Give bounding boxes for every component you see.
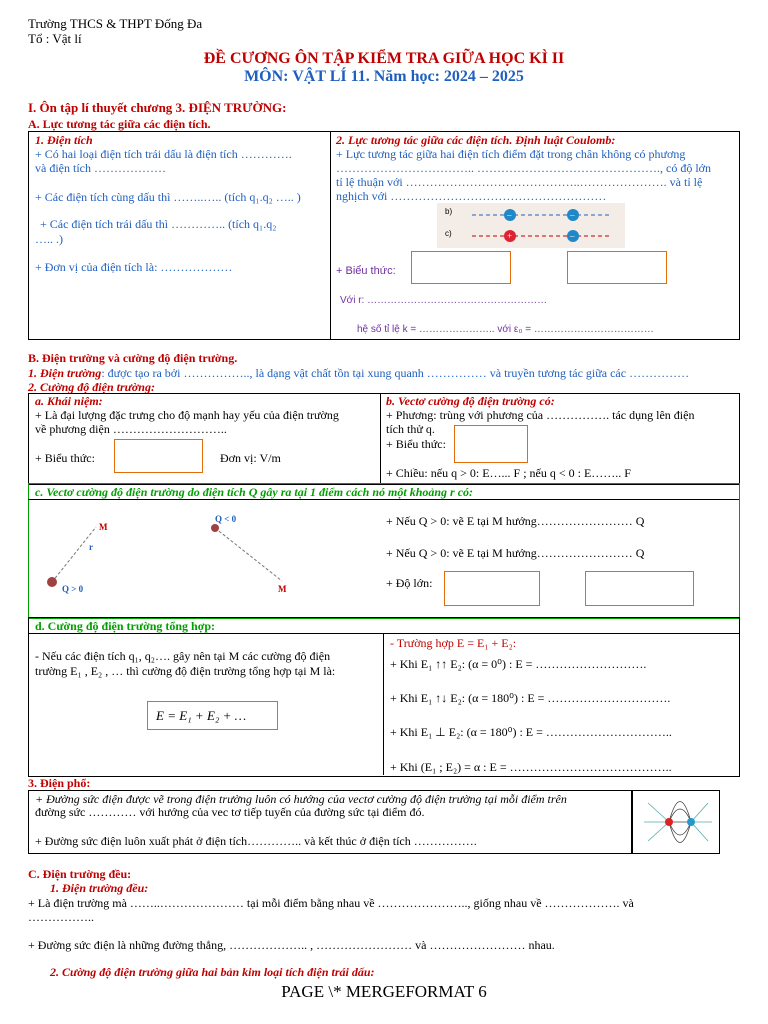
school-name: Trường THCS & THPT Đống Đa	[28, 16, 203, 31]
box2-line1: + Lực tương tác giữa hai điện tích điểm đặt trong chân không có phương	[336, 147, 686, 161]
box1-line4: + Các điện tích trái dấu thì ………….. (tích q₁.q₂	[40, 217, 277, 231]
section-b-heading: B. Điện trường và cường độ điện trường.	[28, 351, 238, 365]
concept-line2: về phương diện ………………………..	[35, 422, 227, 436]
field-strength-heading: 2. Cường độ điện trường:	[28, 380, 155, 394]
box1-line5: ….. .)	[35, 232, 63, 246]
superposition-formula: E = E₁ + E₂ + …	[156, 708, 247, 723]
table-divider	[330, 131, 331, 339]
case-parallel: + Khi E₁ ↑↑ E₂: (α = 0⁰) : E = ……………………….	[390, 657, 647, 671]
field-lines-line3: + Đường sức điện luôn xuất phát ở điện tích………….. và kết thúc ở điện tích …………….	[35, 834, 477, 848]
vector-line2: tích thử q.	[386, 422, 435, 436]
electric-field-label: 1. Điện trường	[28, 366, 102, 380]
box2-title: 2. Lực tương tác giữa các điện tích. Định luật Coulomb:	[336, 133, 616, 147]
formula-box-1[interactable]	[411, 251, 511, 284]
case-antiparallel: + Khi E₁ ↑↓ E₂: (α = 180⁰) : E = ………………………….	[390, 691, 671, 705]
fig1-M: M	[99, 522, 108, 532]
with-r-line: Với r: ………………………………………………	[340, 295, 548, 306]
direction-line1: + Nếu Q > 0: vẽ E tại M hướng…………………… Q	[386, 514, 645, 528]
svg-text:–: –	[507, 210, 512, 220]
point-charge-title: c. Vectơ cường độ điện trường do điện tích Q gây ra tại 1 điểm cách nó một khoảng r có:	[35, 485, 474, 499]
fig-label-b: b)	[445, 207, 453, 216]
section-c-heading: C. Điện trường đều:	[28, 867, 132, 881]
vector-line3: + Biểu thức:	[386, 437, 446, 451]
superposition-title: d. Cường độ điện trường tổng hợp:	[35, 619, 216, 633]
electric-field-definition	[28, 366, 689, 380]
plates-field-title: 2. Cường độ điện trường giữa hai bản kim loại tích điện trái dấu:	[50, 965, 375, 979]
svg-text:–: –	[570, 231, 575, 241]
field-lines-figure	[631, 790, 720, 854]
department: Tổ : Vật lí	[28, 31, 82, 46]
svg-text:–: –	[570, 210, 575, 220]
fig1-Q: Q > 0	[62, 584, 84, 594]
vector-formula-box[interactable]	[454, 425, 528, 463]
point-charge-diagrams	[40, 505, 340, 605]
fig-label-c: c)	[445, 229, 452, 238]
case-perpendicular: + Khi E₁ ⊥ E₂: (α = 180⁰) : E = …………………………..	[390, 725, 672, 739]
unit-label: Đơn vị: V/m	[220, 451, 281, 465]
section-1-heading: I. Ôn tập lí thuyết chương 3. ĐIỆN TRƯỜNG:	[28, 100, 287, 115]
magnitude-box-2[interactable]	[585, 571, 694, 606]
page-footer: PAGE \* MERGEFORMAT 6	[281, 982, 487, 1001]
c-divider	[28, 499, 739, 500]
uniform-field-line2: ……………..	[28, 910, 94, 924]
svg-text:+: +	[507, 231, 513, 241]
formula-box-2[interactable]	[567, 251, 667, 284]
d-divider-v	[383, 633, 384, 775]
box1-line2: và điện tích ………………	[35, 161, 166, 175]
direction-line2: + Nếu Q > 0: vẽ E tại M hướng…………………… Q	[386, 546, 645, 560]
uniform-field-line1: + Là điện trường mà ……..………………… tại mỗi điểm bằng nhau về ………………….., giống nhau về ………………. và	[28, 896, 634, 910]
concept-formula-label: + Biểu thức:	[35, 451, 95, 465]
box1-line3: + Các điện tích cùng dấu thì ……..….. (tích q₁.q₂ ….. )	[35, 190, 301, 204]
uniform-field-title: 1. Điện trường đều:	[50, 881, 149, 895]
magnitude-label: + Độ lớn:	[386, 576, 433, 590]
uniform-field-line3: + Đường sức điện là những đường thẳng, ……………….. , …………………… và …………………… nhau.	[28, 938, 555, 952]
superposition-line2: trường E₁ , E₂ , … thì cường độ điện trường tổng hợp tại M là:	[35, 664, 336, 678]
box2-line3: tỉ lệ thuận với ……………………………………..…………………. và tỉ lệ	[336, 175, 703, 189]
case-angle: + Khi (E₁ ; E₂) = α : E = …………………………………..	[390, 760, 672, 774]
fig1-r: r	[89, 542, 93, 552]
section-a-heading: A. Lực tương tác giữa các điện tích.	[28, 117, 211, 131]
magnitude-box-1[interactable]	[444, 571, 540, 606]
case-heading: - Trường hợp E = E₁ + E₂:	[390, 636, 517, 650]
charges-figure	[437, 203, 625, 248]
concept-title: a. Khái niệm:	[35, 394, 103, 408]
ab-divider	[380, 393, 381, 484]
box2-line4: nghịch với ………………………………………………	[336, 189, 607, 203]
concept-formula-box[interactable]	[114, 439, 203, 473]
coulomb-formula-label: + Biểu thức:	[336, 265, 396, 277]
box1-line1: + Có hai loại điện tích trái dấu là điện tích ………….	[35, 147, 292, 161]
dipole-field-diagram	[632, 791, 719, 853]
concept-line1: + Là đại lượng đặc trưng cho độ mạnh hay yếu của điện trường	[35, 408, 339, 422]
page-title: ĐỀ CƯƠNG ÔN TẬP KIỂM TRA GIỮA HỌC KÌ II	[203, 50, 565, 67]
charges-diagram	[437, 203, 625, 248]
vector-line1: + Phương: trùng với phương của ……………. tác dụng lên điện	[386, 408, 695, 422]
box2-line2: …………………………….. ………………………………………., có độ lớn	[336, 161, 712, 175]
field-lines-line2: đường sức ………… với hướng của vec tơ tiếp tuyến của đường sức tại điểm đó.	[35, 805, 425, 819]
vector-title: b. Vectơ cường độ điện trường có:	[386, 394, 555, 408]
superposition-line1: - Nếu các điện tích q₁, q₂…. gây nên tại M các cường độ điện	[35, 649, 331, 663]
page-subtitle: MÔN: VẬT LÍ 11. Năm học: 2024 – 2025	[244, 68, 524, 85]
vector-line4: + Chiều: nếu q > 0: E…... F ; nếu q < 0 : E…….. F	[386, 466, 631, 480]
box1-title: 1. Điện tích	[35, 133, 93, 147]
electric-field-text: : được tạo ra bởi …………….., là dạng vật chất tồn tại xung quanh …………… và truyền tương tác giữa các ……………	[101, 366, 690, 380]
field-lines-heading: 3. Điện phổ:	[28, 776, 91, 790]
fig2-M: M	[278, 584, 287, 594]
k-constant-line: hệ số tỉ lệ k = ………………….. với ε₀ = ………………………………	[357, 324, 654, 335]
fig2-Q: Q < 0	[215, 514, 237, 524]
field-lines-line1: + Đường sức điện được vẽ trong điện trường luôn có hướng của vectơ cường độ điện trường tại mỗi điểm trên	[35, 792, 567, 806]
box1-line6: + Đơn vị của điện tích là: ………………	[35, 260, 233, 274]
